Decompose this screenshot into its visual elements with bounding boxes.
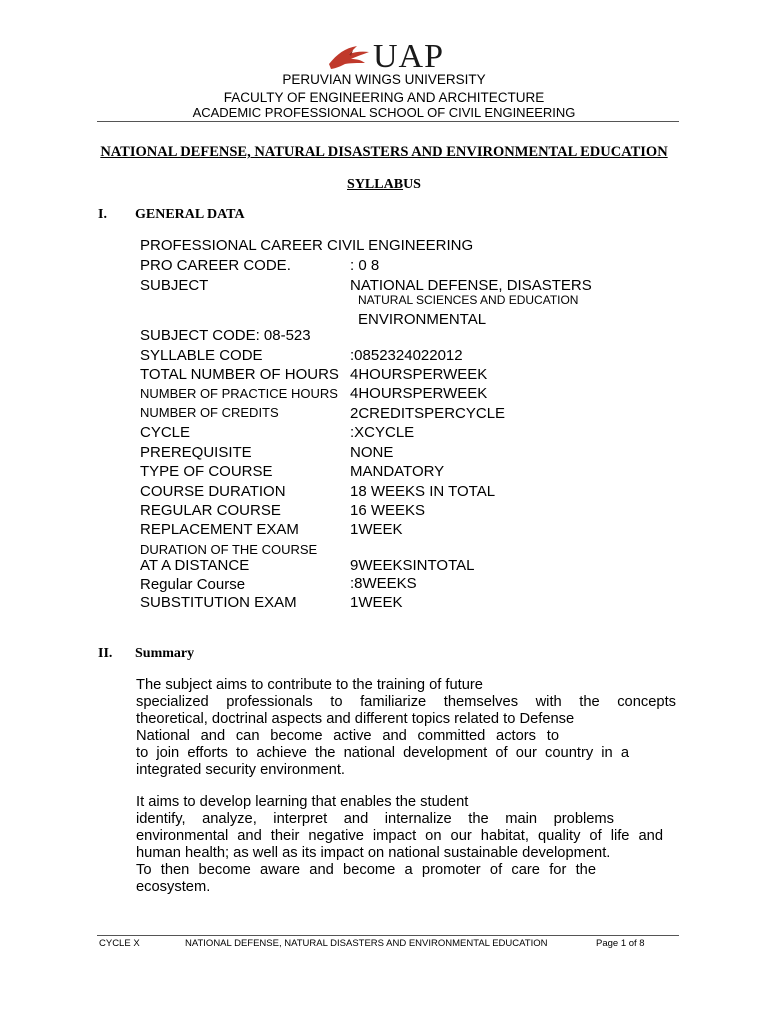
paragraph-line: identify, analyze, interpret and internalize the main problems — [136, 811, 614, 827]
syllabus-heading-rest: US — [403, 177, 421, 192]
row-label: CYCLE — [140, 424, 191, 441]
row-value: NATURAL SCIENCES AND EDUCATION — [358, 293, 579, 307]
paragraph-line: human health; as well as its impact on national sustainable development. — [136, 845, 611, 861]
paragraph-line: environmental and their negative impact on our habitat, quality of life and — [136, 828, 663, 844]
row-value: 18 WEEKS IN TOTAL — [350, 483, 496, 500]
row-label: SYLLABLE CODE — [140, 347, 263, 364]
paragraph-line: to join efforts to achieve the national development of our country in a — [136, 745, 629, 761]
row-label: SUBJECT CODE: 08-523 — [140, 327, 311, 344]
row-label: Regular Course — [140, 576, 246, 593]
condor-logo-icon — [327, 42, 371, 72]
paragraph-line: National and can become active and committed actors to — [136, 728, 559, 744]
row-value: 1WEEK — [350, 594, 403, 611]
row-value: : 0 8 — [350, 257, 380, 274]
section-number: I. — [98, 207, 107, 222]
section-title: Summary — [135, 646, 195, 661]
paragraph-line: specialized professionals to familiarize themselves with the concepts — [136, 694, 676, 710]
school-name: ACADEMIC PROFESSIONAL SCHOOL OF CIVIL ENGINEERING — [192, 105, 576, 120]
faculty-name: FACULTY OF ENGINEERING AND ARCHITECTURE — [223, 90, 545, 105]
paragraph-line: ecosystem. — [136, 879, 211, 895]
row-value: MANDATORY — [350, 463, 445, 480]
row-label: REPLACEMENT EXAM — [140, 521, 299, 538]
logo-text: UAP — [373, 38, 445, 75]
row-label: SUBJECT — [140, 277, 209, 294]
university-name: PERUVIAN WINGS UNIVERSITY — [282, 72, 486, 87]
document-title: NATIONAL DEFENSE, NATURAL DISASTERS AND ENVIRONMENTAL EDUCATION — [100, 144, 668, 160]
section-title: GENERAL DATA — [135, 207, 245, 222]
footer-divider — [97, 935, 679, 936]
paragraph-line: It aims to develop learning that enables the student — [136, 794, 469, 810]
footer-page-number: Page 1 of 8 — [596, 938, 645, 949]
row-label: COURSE DURATION — [140, 483, 286, 500]
section-number: II. — [98, 646, 113, 661]
row-value: 16 WEEKS — [350, 502, 426, 519]
footer-title: NATIONAL DEFENSE, NATURAL DISASTERS AND ENVIRONMENTAL EDUCATION — [185, 938, 548, 949]
syllabus-heading — [0, 177, 768, 193]
row-label: SUBSTITUTION EXAM — [140, 594, 297, 611]
row-value: :XCYCLE — [350, 424, 415, 441]
row-value: NATIONAL DEFENSE, DISASTERS — [350, 277, 592, 294]
row-label: REGULAR COURSE — [140, 502, 281, 519]
row-label: TYPE OF COURSE — [140, 463, 273, 480]
row-label: PROFESSIONAL CAREER CIVIL ENGINEERING — [140, 237, 474, 254]
row-label: NUMBER OF PRACTICE HOURS — [140, 386, 338, 401]
row-value: ENVIRONMENTAL — [358, 311, 487, 328]
row-value: NONE — [350, 444, 394, 461]
row-value: :8WEEKS — [350, 575, 417, 592]
summary-paragraph-1 — [136, 677, 676, 779]
row-value: 9WEEKSINTOTAL — [350, 557, 475, 574]
syllabus-heading-underlined: SYLLAB — [347, 177, 404, 192]
row-label: PRO CAREER CODE. — [140, 257, 291, 274]
row-value: 1WEEK — [350, 521, 403, 538]
row-value: 4HOURSPERWEEK — [350, 366, 488, 383]
header-divider — [97, 121, 679, 122]
row-value: :0852324022012 — [350, 347, 463, 364]
row-label: DURATION OF THE COURSE — [140, 542, 318, 557]
paragraph-line: The subject aims to contribute to the training of future — [136, 677, 483, 693]
section-general-data-heading — [98, 207, 245, 223]
university-logo — [333, 38, 445, 75]
row-label: NUMBER OF CREDITS — [140, 405, 279, 420]
row-label: PREREQUISITE — [140, 444, 252, 461]
row-label: AT A DISTANCE — [140, 557, 250, 574]
paragraph-line: theoretical, doctrinal aspects and different topics related to Defense — [136, 711, 575, 727]
section-summary-heading — [98, 646, 194, 662]
row-label: TOTAL NUMBER OF HOURS — [140, 366, 339, 383]
paragraph-line: To then become aware and become a promoter of care for the — [136, 862, 596, 878]
row-value: 2CREDITSPERCYCLE — [350, 405, 506, 422]
paragraph-line: integrated security environment. — [136, 762, 345, 778]
footer-cycle: CYCLE X — [99, 938, 140, 949]
summary-paragraph-2 — [136, 794, 676, 896]
row-value: 4HOURSPERWEEK — [350, 385, 488, 402]
